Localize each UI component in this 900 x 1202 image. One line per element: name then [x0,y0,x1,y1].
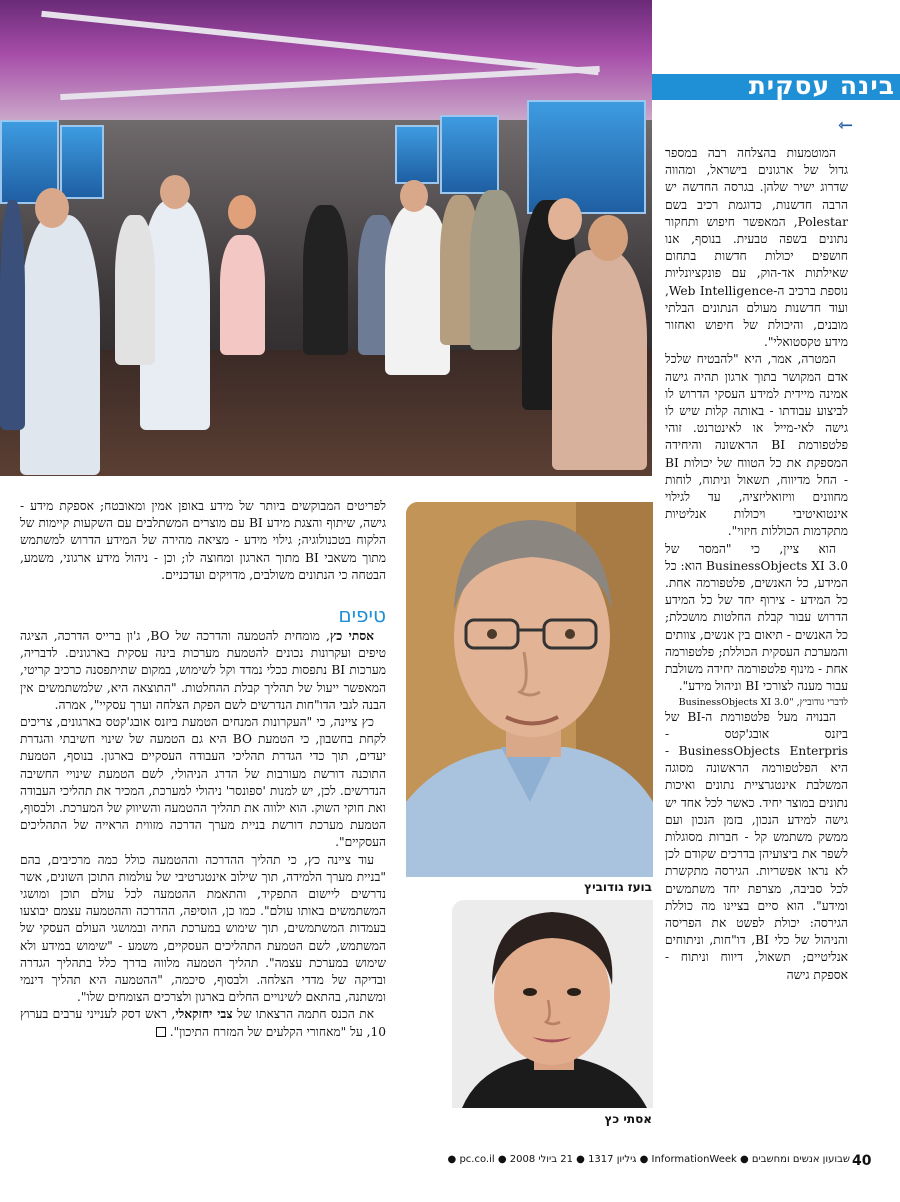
paragraph [20,1006,386,1040]
photo-caption-woman: אסתי כץ [604,1112,652,1126]
man-portrait-illustration [406,502,653,877]
paragraph-text: , ראש דסק לענייני ערבים בערוץ 10, על "מאחורי הקלעים של המזרח התיכון". [20,1007,386,1039]
paragraph-text: את הכנס חתמה הרצאתו של [232,1007,375,1022]
woman-portrait-illustration [452,900,653,1108]
paragraph: המטרה, אמר, היא "להבטיח שלכל אדם המקושר בתוך ארגון תהיה גישה אמינה מיידית למידע העסקי הדרוש לו לביצוע עבודתו - באותה קלות שיש לו גישה לאי-מייל או לאינטרנט. זוהי פלטפורמת BI הראשונה והיחידה המספקת את כל הטווח של יכולות BI - החל מדיווח, תשאול וניתוח, לוחות מחוונים וויזואליזציה, עד לגילוי אינטואיטיבי ויכולות אנליטיות מתקדמות הכוללות חיזוי". [665,352,848,539]
speaker-name: אסתי כץ [329,629,375,643]
page-footer: שבועון אנשים ומחשבים ● InformationWeek ● גיליון 1317 ● 21 ביולי 2008 ● pc.co.il ● [447,1154,850,1165]
portrait-photo-man [406,502,653,877]
subheading-tips: טיפים [338,603,386,627]
paragraph: המוטמעות בהצלחה רבה במספר גדול של ארגונים בישראל, ומהווה שדרוג ישיר שלהן. בגרסה החדשה יש הרבה חדשנות, כדוגמת רכיב בשם Polestar, המאפשר חיפוש ותחקור נתונים בשפה טבעית. בנוסף, אנו חושפים יכולות חדשות בתחום שאילתות אד-הוק, עם פונקציונליות נוספת ברכיב ה-Web Intelligence, ועוד חדשנות מעולם הנתונים הבלתי מובנים, והיכולת של חיפוש ואחזור מידע טקסטואלי". [665,146,848,350]
speaker-name: צבי יחזקאלי [175,1007,233,1022]
paragraph-lead: לדברי גודוביץ, "BusinessObjects XI 3.0 [678,696,848,708]
paragraph-text: , מומחית להטמעה והדרכה של BO, ג'ון ברייס הדרכה, הציגה טיפים ועקרונות נכונים להטמעת מערכות בינה עסקית בארגונים. לדבריה, מערכות BI נתפסות ככלי נמדד וקל לשימוש, במקום שתיתפסנה כרכיב קריטי, המאפשר ייעול של תהליך קבלת ההחלטות. "התוצאה היא, שלמשתמשים אין הבנה לגבי הדו"חות הנדרשים לשם הפקת הצלחה וערך עסקיי", אמרה. [20,629,386,712]
paragraph: עוד ציינה כץ, כי תהליך ההדרכה וההטמעה כולל כמה מרכיבים, בהם "בניית מערך הלמידה, תוך שילוב אינטגרטיבי של עולמות התוכן השונים, אשר נדרשים ליישום התפקיד, והתאמת ההטמעה לכל עולם תוכן ומושגי המשתמשים באותו עולם". כמו כן, הוסיפה, ההדרכה וההטמעה עצמם יבוצעו בעמדות המשתמשים, תוך שימוש במערכת החיה ובמושגי העולם העסקי של המשתמש, לשם הטמעת התהליכים העסקיים, משמע - "שימוש במידע ולא שימוש במערכת עצמה". תהליך הטמעה מלווה בדרך כלל בתהליך הגדרה ובדיקה של מדדי הצלחה. ולבסוף, סיכמה, "ההטמעה היא תהליך דינמי ומשתנה, בהתאם לשינויים החלים בארגון ולצרכים הצומחים שלו". [20,852,386,1005]
section-arrow-icon: ⇽ [838,115,854,136]
paragraph: הוא ציין, כי "המסר של BusinessObjects XI 3.0 הוא: כל המידע, כל האנשים, פלטפורמה אחת. כל המידע - צירוף יחד של כל המידע הדרוש עבור קבלת החלטות מושכלת; כל האנשים - תיאום בין אנשים, צוותים והמערכת העסקית הכוללת; פלטפורמה אחת - מינוף פלטפורמה יחידה משולבת עבור מענה לצורכי BI וניהול מידע". [665,541,848,694]
left-column [20,628,386,1041]
portrait-photo-woman [452,900,653,1108]
paragraph: כץ ציינה, כי "העקרונות המנחים הטמעת ביזנס אובג'קטס בארגונים, צריכים לקחת בחשבון, כי הטמעת BO היא גם הטמעה של שינוי חשיבתי והגדרת יעדים, תוך כדי הגדרת תהליכי העבודה העסקיים בארגון. בנוסף, הטמעת התוכנה דורשת מעורבות של הדרג הניהולי, לשם הטמעת שינויי החשיבה הנדרשים. לכן, יש למנות 'ספונסר' ניהולי למערכת, המכיר את תהליכי העבודה ואת חוקי השוק. הוא ילווה את תהליך ההטמעה והשיווק של המערכת. ולבסוף, הטמעת מערכת דורשת בניית מערך הדרכה מזווית הראייה של התהליכים העסקיים". [20,715,386,850]
paragraph: הבנויה מעל פלטפורמת ה-BI של ביזנס אובג'קטס - BusinessObjects Enterpris - היא הפלטפורמה הראשונה מסוגה המשלבת אינטגרציית נתונים ואיכות נתונים במוצר יחיד. כאשר לכל אחד יש גישה למידע הנכון, בזמן הנכון ועם ממשק משתמש קל - חברות מסוגלות לשפר את ביצועיהן בדרכים שקודם לכן לא נראו אפשריות. הגירסה מתקשרת לכל סביבה, מצרפת יחד משתמשים ומידע". הוא סיים בציינו מה כוללת הגירסה: יכולת לפשט את הפריסה והניהול של כלי BI, דו"חות, וניתוחים אנליטיים; תשאול, דיווח וניתוח - אספקת גישה [665,709,848,982]
end-mark-icon [156,1027,166,1037]
paragraph [20,628,386,714]
event-photo [0,0,652,476]
section-title: בינה עסקית [748,71,895,100]
paragraph: לפריטים המבוקשים ביותר של מידע באופן אמין ומאובטח; אספקת מידע - גישה, שיתוף והצגת מידע BI עם מוצרים המשתלבים עם השקעות קיימות של הלקוח בטכנולוגיה; גילוי מידע - מציאה מהירה של המידע הדרוש למשתמש מתוך משאבי BI מתוך הארגון ומחוצה לו; וכן - ניהול מידע ארגוני, משמע, הבטחה כי הנתונים משולבים, מדויקים ועדכניים. [20,499,386,582]
left-column-intro [20,498,386,584]
page-number: 40 [852,1153,872,1169]
photo-caption-man: בועז גודוביץ [584,880,652,894]
right-column [665,145,848,1150]
